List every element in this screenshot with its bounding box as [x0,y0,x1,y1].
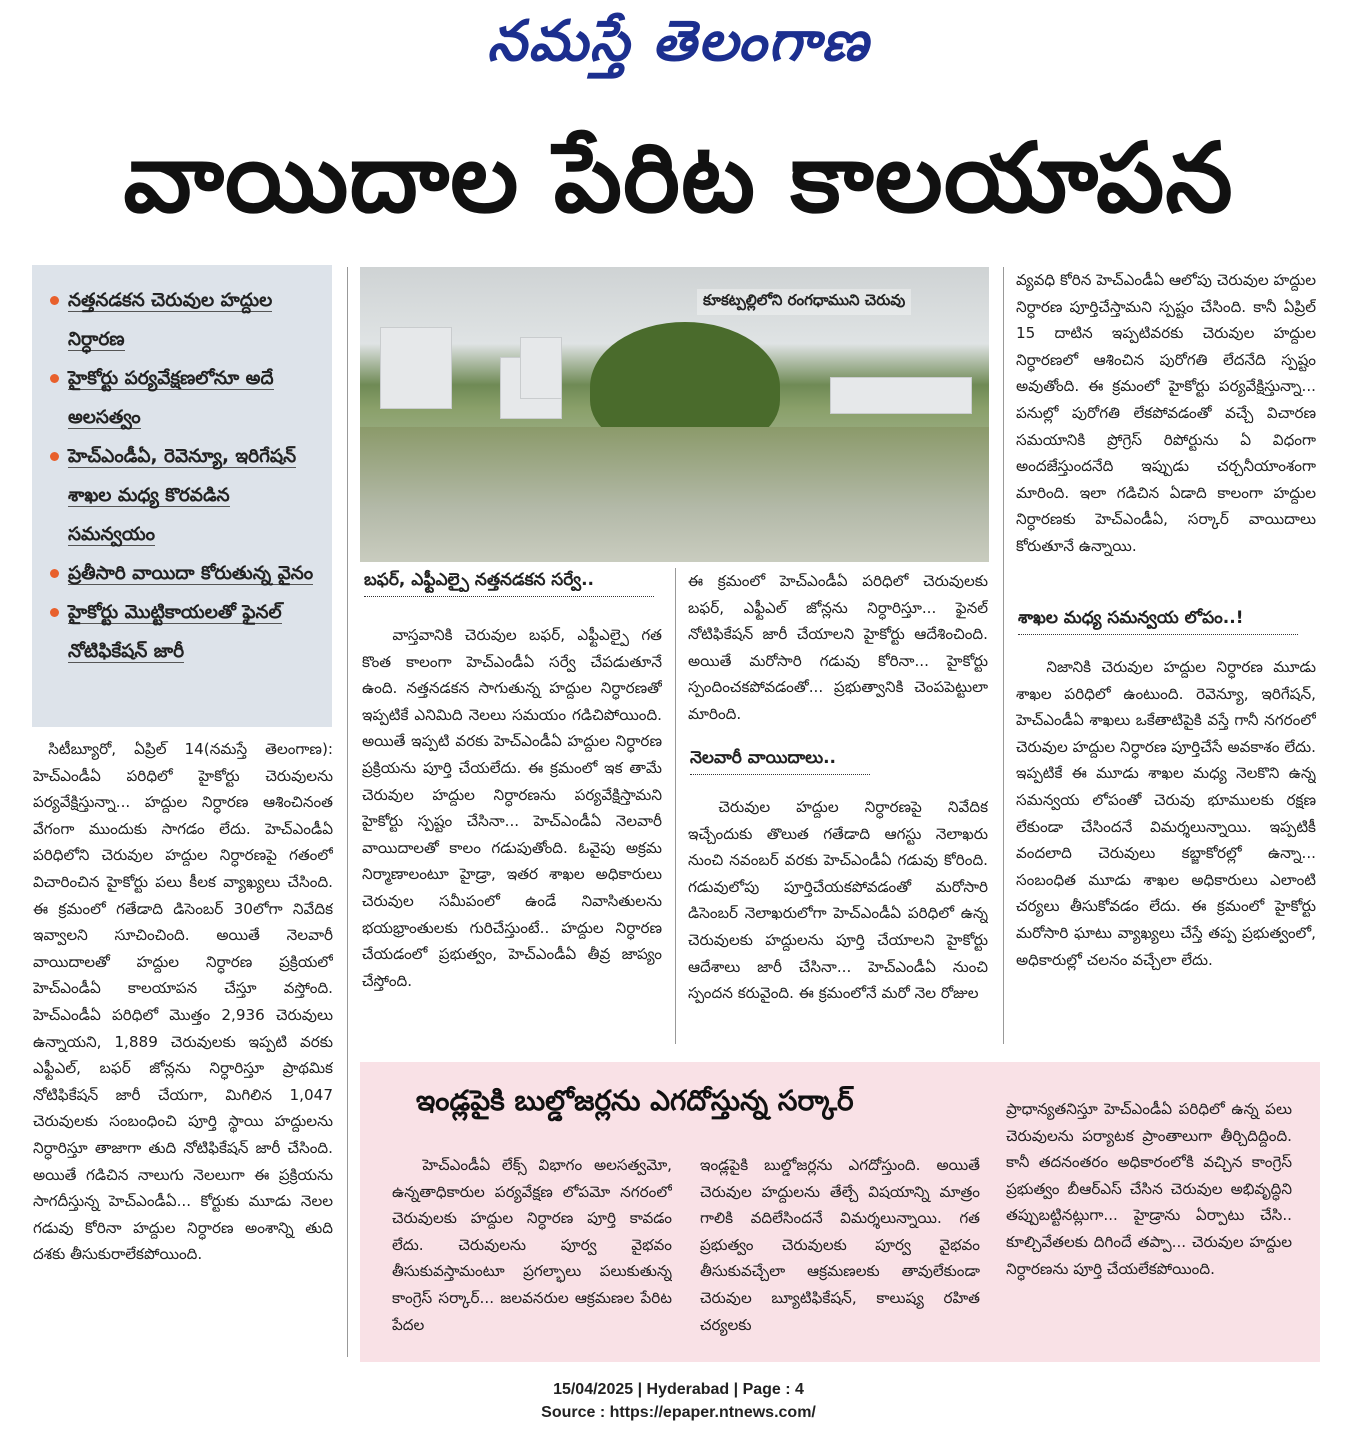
column-divider [675,568,676,1044]
sidebar-story-box [360,1062,1320,1362]
sidebar-story-title: ఇండ్లపైకి బుల్డోజర్లను ఎగదోస్తున్న సర్కార్ [416,1084,854,1117]
sidebar-story-column-2: ఇండ్లపైకి బుల్డోజర్లను ఎగదోస్తుంది. అయితే చెరువుల హద్దులను తేల్చే విషయాన్ని మాత్రం గాలికి వదిలేసిందనే విమర్శలున్నాయి. గత ప్రభుత్వం చెరువులకు పూర్వ వైభవం తీసుకువచ్చేలా ఆక్రమణలకు తావులేకుండా చెరువుల బ్యూటిఫికేషన్, కాలుష్య రహిత చర్యలకు [700,1156,980,1334]
sidebar-story-column-3: ప్రాధాన్యతనిస్తూ హెచ్ఎండీఏ పరిధిలో ఉన్న పలు చెరువులను పర్యాటక ప్రాంతాలుగా తీర్చిదిద్దింది. కానీ తదనంతరం అధికారంలోకి వచ్చిన కాంగ్రెస్ ప్రభుత్వం బీఆర్ఎస్ చేసిన చెరువుల అభివృద్ధిని తప్పుబట్టినట్లుగా... హైడ్రాను ఏర్పాటు చేసి.. కూల్చివేతలకు దిగిందే తప్పా... చెరువుల హద్దుల నిర్ధారణను పూర్తి చేయలేకపోయింది. [1006,1100,1292,1278]
headline: వాయిదాల పేరిట కాలయాపన [123,122,1234,234]
subhead-monthly-adjournments: నెలవారీ వాయిదాలు.. [690,748,870,775]
article-column-1: సిటీబ్యూరో, ఏప్రిల్ 14(నమస్తే తెలంగాణ): హెచ్ఎండీఏ పరిధిలో హైకోర్టు చెరువులను పర్యవేక్షిస్తున్నా... హద్దుల నిర్ధారణ ఆశించినంత వేగంగా ముందుకు సాగడం లేదు. హెచ్ఎండీఏ పరిధిలోని చెరువుల హద్దుల నిర్ధారణపై గతంలో విచారించిన హైకోర్టు పలు కీలక వ్యాఖ్యలు చేసింది. ఈ క్రమంలో గతేడాది డిసెంబర్ 30లోగా నివేదిక ఇవ్వాలని సూచించింది. అయితే నెలవారీ వాయిదాలతో హద్దుల నిర్ధారణ ప్రక్రియలో హెచ్ఎండీఏ కాలయాపన చేస్తూ వస్తోంది. హెచ్ఎండీఏ పరిధిలో మొత్తం 2,936 చెరువులు ఉన్నాయని, 1,889 చెరువులకు ఇప్పటి వరకు ఎఫ్టీఎల్, బఫర్ జోన్లను నిర్ధారిస్తూ ప్రాథమిక నోటిఫికేషన్ జారీ చేయగా, మిగిలిన 1,047 చెరువులకు సంబంధించి పూర్తి స్థాయి హద్దులను నిర్ధారిస్తూ తాజాగా తుది నోటిఫికేషన్ జారీ చేసింది. అయితే గడిచిన నాలుగు నెలలుగా ఈ ప్రక్రియను సాగదీస్తున్న హెచ్ఎండీఏ... కోర్టుకు మూడు నెలల గడువు కోరినా హద్దుల నిర్ధారణ అంశాన్ని తుది దశకు తీసుకురాలేకపోయింది. [33,740,333,1264]
article-column-3b: చెరువుల హద్దుల నిర్ధారణపై నివేదిక ఇచ్చేందుకు తొలుత గతేడాది ఆగస్టు నెలాఖరు నుంచి నవంబర్ వరకు హెచ్ఎండీఏ గడువు కోరింది. గడువులోపు పూర్తిచేయకపోవడంతో మరోసారి డిసెంబర్ నెలాఖరులోగా హెచ్ఎండీఏ పరిధిలో ఉన్న చెరువులకు హద్దులను పూర్తి చేయాలని హైకోర్టు ఆదేశాలు జారీ చేసినా... హెచ్ఎండీఏ నుంచి స్పందన కరువైంది. ఈ క్రమంలోనే మరో నెల రోజుల [688,798,988,1003]
subhead-buffer-survey: బఫర్, ఎఫ్టీఎల్పై నత్తనడకన సర్వే.. [364,570,654,597]
highlight-item: ప్రతీసారి వాయిదా కోరుతున్న వైనం [46,554,318,593]
sidebar-story-column-1: హెచ్ఎండీఏ లేక్స్ విభాగం అలసత్వమో, ఉన్నతాధికారుల పర్యవేక్షణ లోపమో నగరంలో చెరువులకు హద్దుల నిర్ధారణ పూర్తి కావడం లేదు. చెరువులను పూర్వ వైభవం తీసుకువస్తామంటూ ప్రగల్భాలు పలుకుతున్న కాంగ్రెస్ సర్కార్... జలవనరుల ఆక్రమణల పేరిట పేదల [392,1156,672,1334]
masthead-logo: నమస్తే తెలంగాణ [487,8,870,74]
column-divider [347,267,348,1357]
footer-dateline: 15/04/2025 | Hyderabad | Page : 4 [553,1381,804,1398]
column-divider [1003,267,1004,1044]
highlight-item: హైకోర్టు మొట్టికాయలతో ఫైనల్ నోటిఫికేషన్ జారీ [46,593,318,671]
article-column-2: వాస్తవానికి చెరువుల బఫర్, ఎఫ్టీఎల్పై గత కొంత కాలంగా హెచ్ఎండీఏ సర్వే చేపడుతూనే ఉంది. నత్తనడకన సాగుతున్న హద్దుల నిర్ధారణతో ఇప్పటికే ఎనిమిది నెలలు సమయం గడిచిపోయింది. అయితే ఇప్పటి వరకు హెచ్ఎండీఏ హద్దుల నిర్ధారణ ప్రక్రియను పూర్తి చేయలేదు. ఈ క్రమంలో ఇక తామే చెరువుల హద్దుల నిర్ధారణను పర్యవేక్షిస్తామని హైకోర్టు స్పష్టం చేసినా... హెచ్ఎండీఏ నెలవారీ వాయిదాలతో కాలం గడుపుతోంది. ఓవైపు అక్రమ నిర్మాణాలంటూ హైడ్రా, ఇతర శాఖల అధికారులు చెరువుల సమీపంలో ఉండే నివాసితులను భయభ్రాంతులకు గురిచేస్తుంటే.. హద్దుల నిర్ధారణ చేయడంలో ప్రభుత్వం, హెచ్ఎండీఏ తీవ్ర జాప్యం చేస్తోంది. [362,626,662,990]
subhead-coordination: శాఖల మధ్య సమన్వయ లోపం..! [1018,608,1298,635]
highlights-box [32,265,332,727]
article-column-3a: ఈ క్రమంలో హెచ్ఎండీఏ పరిధిలో చెరువులకు బఫర్, ఎఫ్టీఎల్ జోన్లను నిర్ధారిస్తూ... ఫైనల్ నోటిఫికేషన్ జారీ చేయాలని హైకోర్టు ఆదేశించింది. అయితే మరోసారి గడువు కోరినా... హైకోర్టు స్పందించకపోవడంతో... ప్రభుత్వానికి చెంపపెట్టులా మారింది. [688,572,988,723]
highlight-item: హెచ్ఎండీఏ, రెవెన్యూ, ఇరిగేషన్ శాఖల మధ్య కొరవడిన సమన్వయం [46,437,318,554]
highlight-item: హైకోర్టు పర్యవేక్షణలోనూ అదే అలసత్వం [46,359,318,437]
highlight-item: నత్తనడకన చెరువుల హద్దుల నిర్ధారణ [46,281,318,359]
photo-caption: కూకట్పల్లిలోని రంగధాముని చెరువు [697,289,911,315]
lake-photo [360,267,989,562]
footer-source: Source : https://epaper.ntnews.com/ [541,1404,816,1421]
article-column-4b: నిజానికి చెరువుల హద్దుల నిర్ధారణ మూడు శాఖల పరిధిలో ఉంటుంది. రెవెన్యూ, ఇరిగేషన్, హెచ్ఎండీఏ శాఖలు ఒకేతాటిపైకి వస్తే గానీ నగరంలో చెరువుల హద్దుల నిర్ధారణ పూర్తిచేసే అవకాశం లేదు. ఇప్పటికే ఈ మూడు శాఖల మధ్య నెలకొని ఉన్న సమన్వయ లోపంతో చెరువు భూములకు రక్షణ లేకుండా చేసిందనే విమర్శలున్నాయి. ఇప్పటికీ వందలాది చెరువులు కబ్జాకోరల్లో ఉన్నా... సంబంధిత మూడు శాఖల అధికారులు ఎలాంటి చర్యలు తీసుకోవడం లేదు. ఈ క్రమంలో హైకోర్టు మరోసారి ఘాటు వ్యాఖ్యలు చేస్తే తప్ప ప్రభుత్వంలో, అధికారుల్లో చలనం వచ్చేలా లేదు. [1016,658,1316,969]
article-column-4a: వ్యవధి కోరిన హెచ్ఎండీఏ ఆలోపు చెరువుల హద్దుల నిర్ధారణ పూర్తిచేస్తామని స్పష్టం చేసింది. కానీ ఏప్రిల్ 15 దాటిన ఇప్పటివరకు చెరువుల హద్దుల నిర్ధారణలో ఆశించిన పురోగతి లేదనేది స్పష్టం అవుతోంది. ఈ క్రమంలో హైకోర్టు పర్యవేక్షిస్తున్నా... పనుల్లో పురోగతి లేకపోవడంతో వచ్చే విచారణ సమయానికి ప్రోగ్రెస్ రిపోర్టును ఏ విధంగా అందజేస్తుందనేది ఇప్పుడు చర్చనీయాంశంగా మారింది. ఇలా గడిచిన ఏడాది కాలంగా హద్దుల నిర్ధారణకు హెచ్ఎండీఏ, సర్కార్ వాయిదాలు కోరుతూనే ఉన్నాయి. [1016,271,1316,555]
